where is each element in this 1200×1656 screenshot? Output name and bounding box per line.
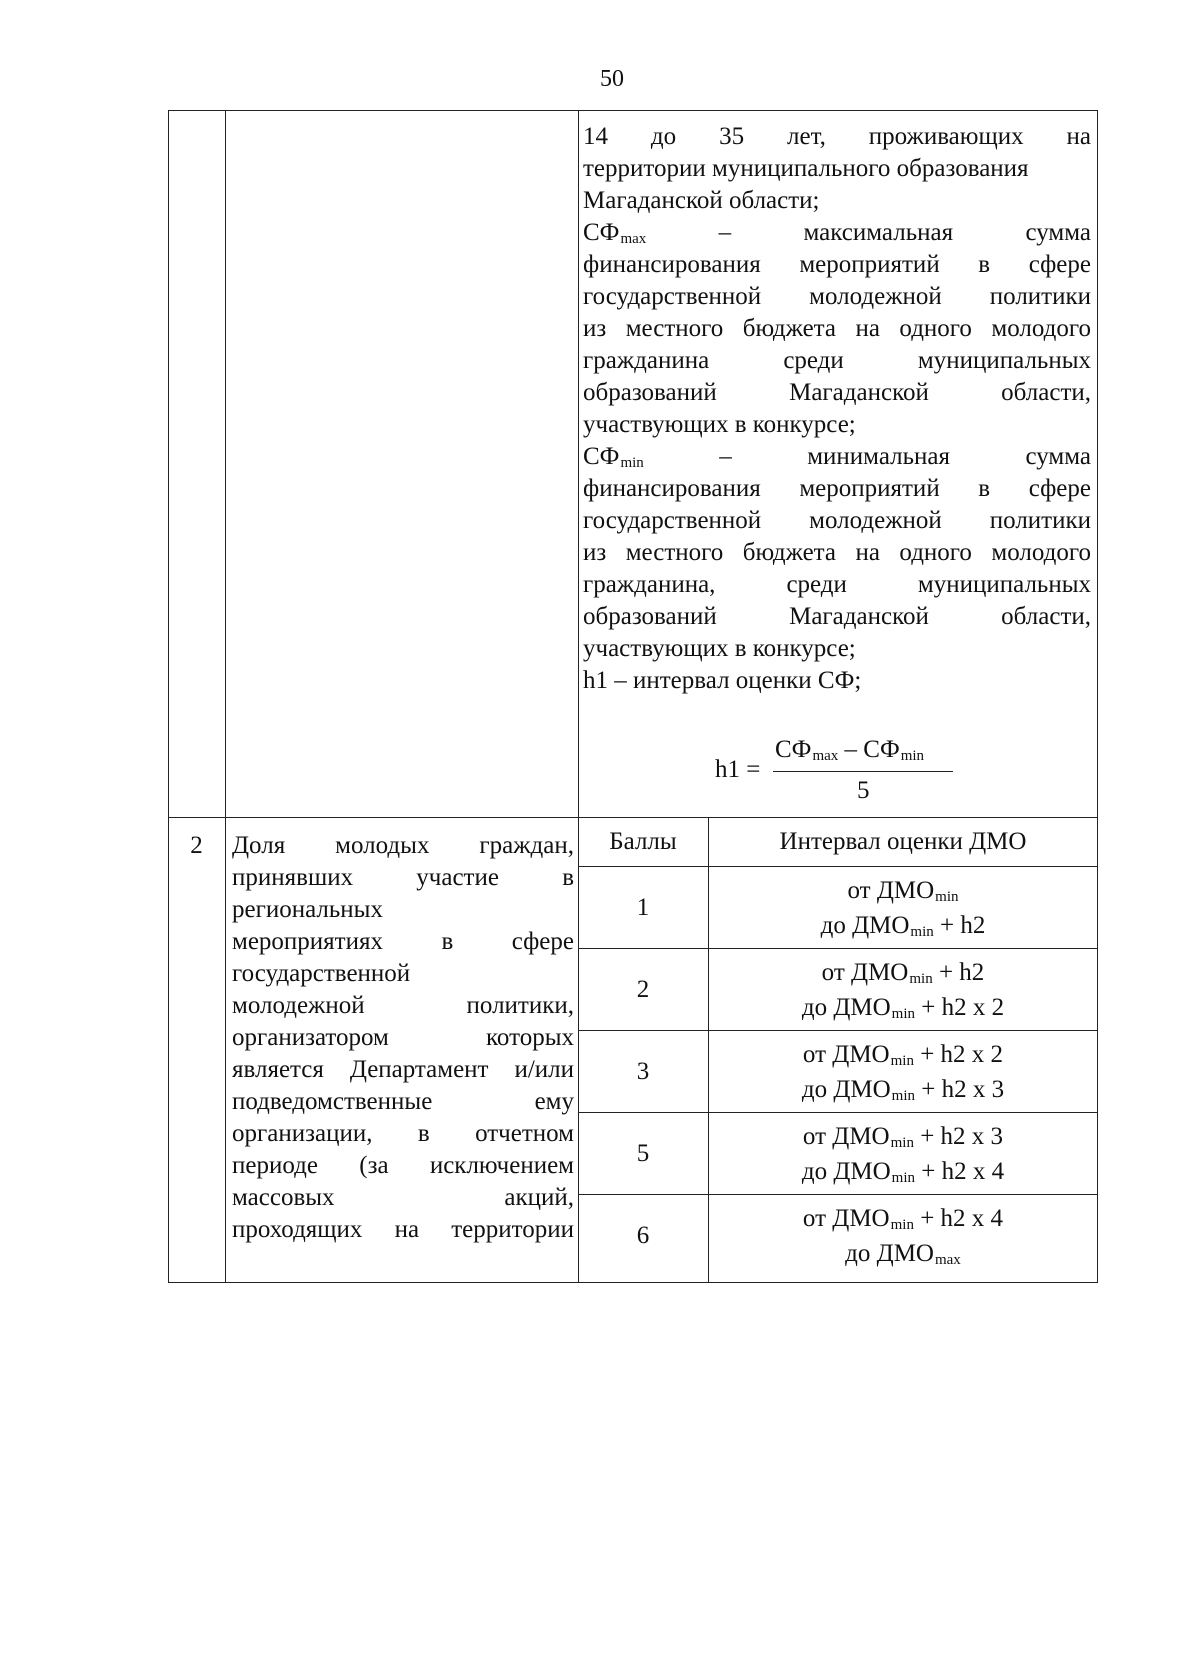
interval-header: Интервал оценки ДМО	[779, 828, 1027, 855]
text-line: периоде (за исключением	[232, 1152, 574, 1179]
sfmax-definition-head	[583, 217, 1091, 249]
table-divider	[578, 1112, 1098, 1113]
dash: –	[719, 443, 732, 470]
text-line: из местного бюджета на одного молодого	[583, 539, 1091, 566]
text-line: образований Магаданской области,	[583, 379, 1091, 406]
text-word: сумма	[1025, 219, 1091, 246]
text-word: максимальная	[803, 219, 954, 246]
row1-formula-description	[583, 121, 1091, 697]
text-line: организатором которых	[232, 1024, 574, 1051]
formula-denominator: 5	[857, 777, 870, 804]
table-divider	[225, 110, 226, 1283]
table-divider	[578, 866, 1098, 867]
text-line: из местного бюджета на одного молодого	[583, 315, 1091, 342]
sfmin-definition-head	[583, 441, 1091, 473]
text-line: организации, в отчетном	[232, 1120, 574, 1147]
table-divider	[578, 110, 579, 1283]
row-number: 2	[190, 832, 203, 859]
interval-value: от ДМОmin до ДМОmin + h2	[820, 877, 986, 940]
text-line: финансирования мероприятий в сфере	[583, 251, 1091, 278]
table-divider	[168, 817, 1098, 818]
text-line: государственной молодежной политики	[583, 507, 1091, 534]
h1-formula	[715, 730, 965, 804]
text-line: участвующих в конкурсе;	[583, 411, 856, 438]
points-value: 3	[636, 1058, 650, 1085]
text-line: финансирования мероприятий в сфере	[583, 475, 1091, 502]
dash: –	[718, 219, 732, 246]
interval-value: от ДМОmin + h2 до ДМОmin + h2 x 2	[801, 959, 1005, 1022]
table-divider	[578, 948, 1098, 949]
text-line: государственной молодежной политики	[583, 283, 1091, 310]
text-word: минимальная	[807, 443, 950, 470]
text-line: молодежной политики,	[232, 992, 574, 1019]
h1-definition: h1 – интервал оценки СФ;	[583, 667, 862, 694]
formula-numerator: СФmax – СФmin	[775, 736, 925, 764]
text-line: участвующих в конкурсе;	[583, 635, 856, 662]
text-line: мероприятиях в сфере	[232, 928, 574, 955]
text-line: Доля молодых граждан,	[232, 832, 574, 859]
text-line: подведомственные ему	[232, 1088, 574, 1115]
text-line: проходящих на территории	[232, 1216, 574, 1243]
points-value: 5	[636, 1140, 650, 1167]
points-header: Баллы	[609, 828, 677, 855]
text-line: является Департамент и/или	[232, 1056, 574, 1083]
text-line: государственной	[232, 960, 411, 987]
text-line: принявших участие в	[232, 864, 574, 891]
fraction-bar	[773, 771, 953, 772]
text-word: сумма	[1025, 443, 1091, 470]
points-value: 2	[636, 976, 650, 1003]
sfmin-symbol: СФmin	[583, 443, 644, 471]
sfmax-symbol: СФmax	[583, 219, 647, 247]
text-line: гражданина, среди муниципальных	[583, 571, 1091, 598]
points-value: 6	[636, 1222, 650, 1249]
interval-value: от ДМОmin + h2 x 3 до ДМОmin + h2 x 4	[801, 1123, 1005, 1186]
text-line: образований Магаданской области,	[583, 603, 1091, 630]
table-divider	[578, 1030, 1098, 1031]
text-line: территории муниципального образования	[583, 155, 1029, 182]
row2-indicator-description	[232, 830, 574, 1246]
text-line: гражданина среди муниципальных	[583, 347, 1091, 374]
interval-value: от ДМОmin + h2 x 4 до ДМОmax	[802, 1205, 1004, 1268]
formula-lhs: h1 =	[715, 756, 761, 783]
points-value: 1	[636, 894, 650, 921]
text-line: 14 до 35 лет, проживающих на	[583, 123, 1091, 150]
text-line: Магаданской области;	[583, 187, 820, 214]
interval-value: от ДМОmin + h2 x 2 до ДМОmin + h2 x 3	[801, 1041, 1005, 1104]
table-divider	[578, 1194, 1098, 1195]
text-line: региональных	[232, 896, 383, 923]
page-number: 50	[600, 66, 624, 92]
text-line: массовых акций,	[232, 1184, 574, 1211]
